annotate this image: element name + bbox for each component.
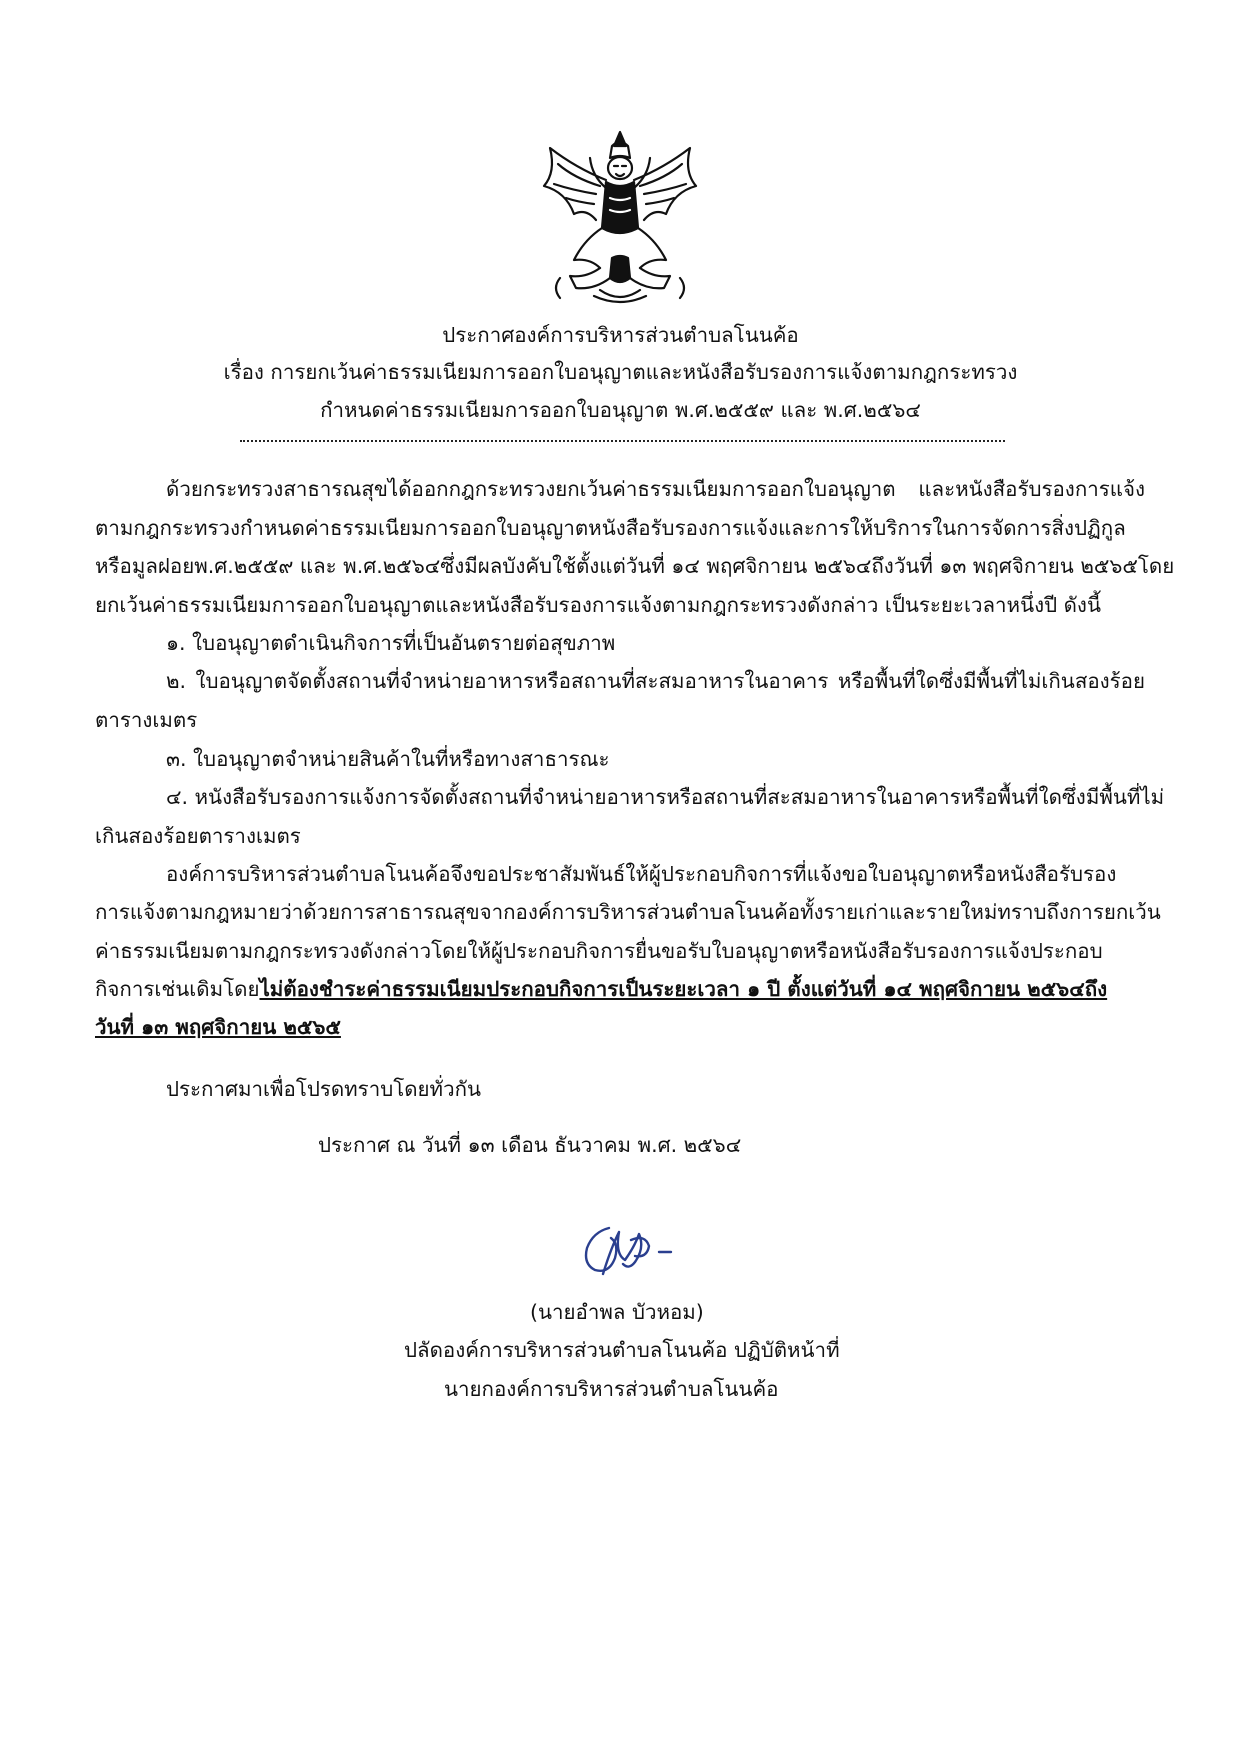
signer-position-2: นายกองค์การบริหารส่วนตำบลโนนค้อ [444,1377,779,1401]
list-item-4-line-2: เกินสองร้อยตารางเมตร [95,824,301,848]
intro-line-2: ตามกฎกระทรวงกำหนดค่าธรรมเนียมการออกใบอนุญาตหนังสือรับรองการแจ้งและการให้บริการในการจัดการสิ่งปฏิกูล [95,516,1126,540]
dotted-divider [240,440,1005,442]
title-line-3: กำหนดค่าธรรมเนียมการออกใบอนุญาต พ.ศ.๒๕๕๙ และ พ.ศ.๒๕๖๔ [320,398,921,422]
pr-line-5-emphasis: วันที่ ๑๓ พฤศจิกายน ๒๕๖๕ [95,1015,341,1039]
pr-line-2: การแจ้งตามกฎหมายว่าด้วยการสาธารณสุขจากองค์การบริหารส่วนตำบลโนนค้อทั้งรายเก่าและรายใหม่ทราบถึงการยกเว้น [95,900,1161,924]
signature-icon [575,1218,685,1288]
list-item-4-line-1: ๔. หนังสือรับรองการแจ้งการจัดตั้งสถานที่จำหน่ายอาหารหรือสถานที่สะสมอาหารในอาคารหรือพื้นที่ใดซึ่งมีพื้นที่ไม่ [166,785,1165,809]
intro-line-3: หรือมูลฝอยพ.ศ.๒๕๕๙ และ พ.ศ.๒๕๖๔ซึ่งมีผลบังคับใช้ตั้งแต่วันที่ ๑๔ พฤศจิกายน ๒๕๖๔ถึงวันที่ ๑๓ พฤศจิกายน ๒๕๖๕โดย [95,554,1175,578]
pr-line-4-emphasis: ไม่ต้องชำระค่าธรรมเนียมประกอบกิจการเป็นระยะเวลา ๑ ปี ตั้งแต่วันที่ ๑๔ พฤศจิกายน ๒๕๖๔ถึง [259,977,1108,1001]
pr-line-3: ค่าธรรมเนียมตามกฎกระทรวงดังกล่าวโดยให้ผู้ประกอบกิจการยื่นขอรับใบอนุญาตหรือหนังสือรับรองการแจ้งประกอบ [95,939,1103,963]
garuda-emblem-icon [530,128,710,306]
list-item-2-line-2: ตารางเมตร [95,708,198,732]
signer-name: (นายอำพล บัวหอม) [530,1300,704,1324]
list-item-1: ๑. ใบอนุญาตดำเนินกิจการที่เป็นอันตรายต่อสุขภาพ [166,631,616,655]
announcement-text: ประกาศมาเพื่อโปรดทราบโดยทั่วกัน [166,1077,482,1101]
pr-line-4-plain: กิจการเช่นเดิมโดย [95,977,260,1001]
intro-line-4: ยกเว้นค่าธรรมเนียมการออกใบอนุญาตและหนังสือรับรองการแจ้งตามกฎกระทรวงดังกล่าว เป็นระยะเวลาหนึ่งปี ดังนี้ [95,593,1101,617]
list-item-2-line-1: ๒. ใบอนุญาตจัดตั้งสถานที่จำหน่ายอาหารหรือสถานที่สะสมอาหารในอาคาร หรือพื้นที่ใดซึ่งมีพื้นที่ไม่เกินสองร้อย [166,669,1145,693]
list-item-3: ๓. ใบอนุญาตจำหน่ายสินค้าในที่หรือทางสาธารณะ [166,747,610,771]
pr-line-4 [95,975,1145,1003]
signer-position-1: ปลัดองค์การบริหารส่วนตำบลโนนค้อ ปฏิบัติหน้าที่ [404,1338,840,1362]
intro-line-1: ด้วยกระทรวงสาธารณสุขได้ออกกฎกระทรวงยกเว้นค่าธรรมเนียมการออกใบอนุญาต และหนังสือรับรองการแจ้ง [166,477,1145,501]
title-line-2: เรื่อง การยกเว้นค่าธรรมเนียมการออกใบอนุญาตและหนังสือรับรองการแจ้งตามกฎกระทรวง [223,360,1018,384]
pr-line-1: องค์การบริหารส่วนตำบลโนนค้อจึงขอประชาสัมพันธ์ให้ผู้ประกอบกิจการที่แจ้งขอใบอนุญาตหรือหนังสือรับรอง [166,862,1117,886]
announcement-date: ประกาศ ณ วันที่ ๑๓ เดือน ธันวาคม พ.ศ. ๒๕๖๔ [318,1133,742,1157]
title-line-1: ประกาศองค์การบริหารส่วนตำบลโนนค้อ [442,323,799,347]
